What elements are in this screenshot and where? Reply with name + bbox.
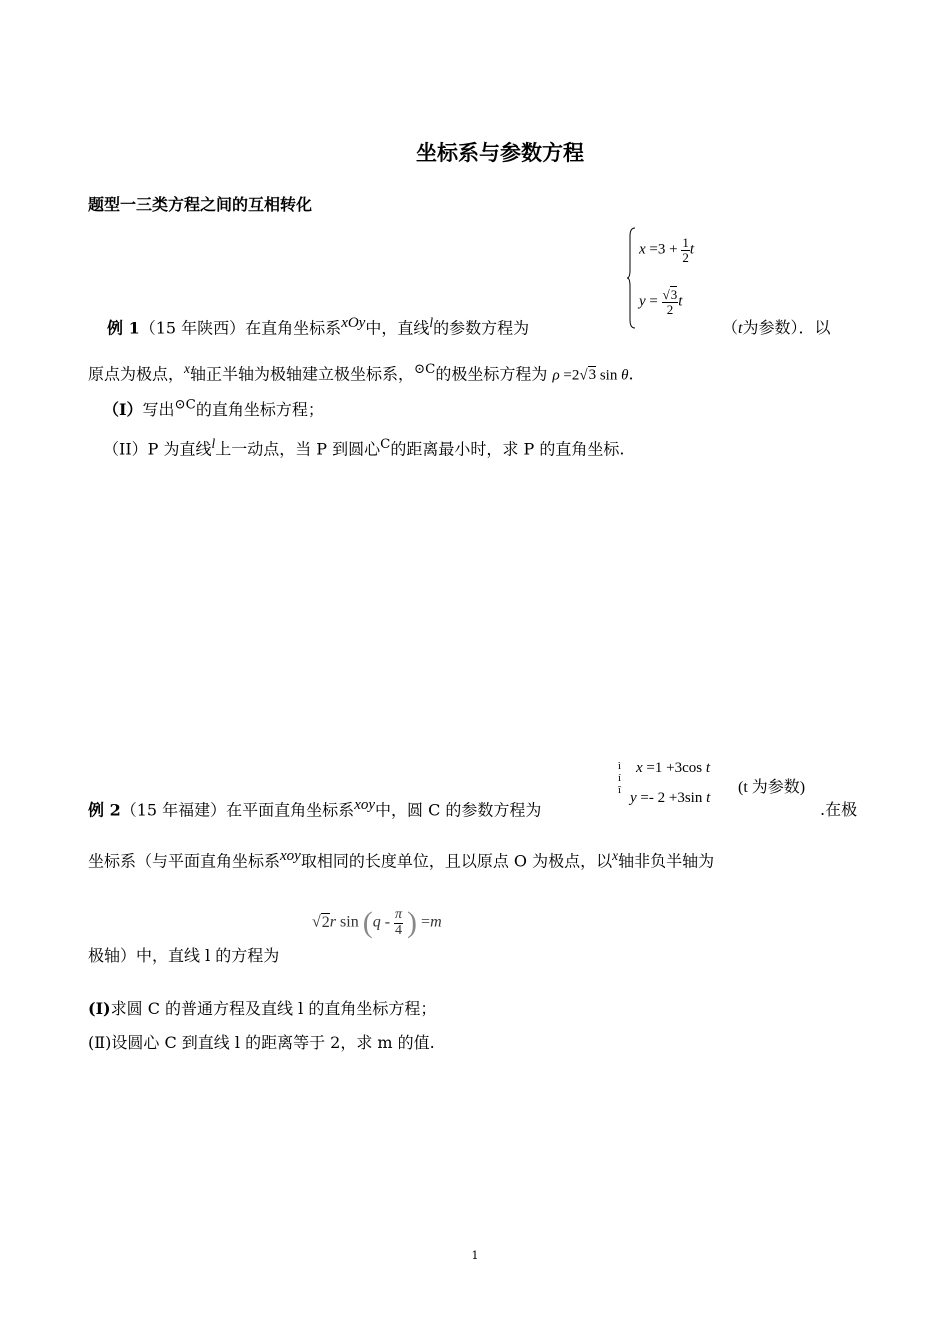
ex2-line3: 极轴）中，直线 l 的方程为 bbox=[88, 946, 280, 965]
ex1-left-brace bbox=[627, 226, 637, 330]
ex1-l: l bbox=[429, 315, 434, 330]
ex2-line2 bbox=[88, 848, 714, 871]
ex2-q2 bbox=[88, 1030, 435, 1053]
ex2-text-b: 中，圆 C 的参数方程为 bbox=[375, 800, 542, 820]
ex1-source: （15 年陕西） bbox=[139, 318, 246, 338]
ex2-q1-label: (Ⅰ) bbox=[88, 999, 111, 1018]
ex2-line1 bbox=[88, 797, 541, 820]
ex1-q2-d: 的距离最小时，求 P 的直角坐标. bbox=[390, 439, 625, 459]
ex1-param-open: （ bbox=[722, 318, 739, 337]
ex1-circle-c: ⊙C bbox=[413, 362, 436, 377]
ex1-q2 bbox=[103, 436, 624, 459]
ex1-period: . bbox=[628, 364, 634, 384]
ex1-q2-a: P 为直线 bbox=[147, 439, 212, 459]
ex2-line2-coord: xoy bbox=[280, 848, 301, 864]
ex1-eq-y: y = $\frac{√3}{2}$ t bbox=[639, 287, 683, 317]
ex1-x: x bbox=[184, 361, 190, 376]
ex2-q2-text: 设圆心 C 到直线 l 的距离等于 2，求 m 的值. bbox=[111, 1033, 435, 1052]
ex1-line2-b: 轴正半轴为极轴建立极坐标系， bbox=[189, 364, 414, 384]
page-number: 1 bbox=[471, 1249, 479, 1262]
ex2-eq-x: x =1 +3cos t bbox=[636, 760, 711, 776]
ex2-line-eq: √2r sin (q - $\frac{\pi}{4}$ ) =m bbox=[312, 906, 442, 939]
ex2-line2-b: 取相同的长度单位，且以原点 O 为极点，以 bbox=[300, 851, 613, 871]
ex2-text-a: 在平面直角坐标系 bbox=[226, 800, 355, 820]
ex1-coord: xOy bbox=[341, 315, 366, 331]
ex2-eq-y: y =- 2 +3sin t bbox=[630, 790, 711, 806]
ex1-q2-c: C bbox=[380, 437, 391, 452]
ex1-q2-b: 上一动点，当 P 到圆心 bbox=[215, 439, 381, 459]
ex1-q1-label: （I） bbox=[103, 400, 143, 419]
ex1-q2-label: （II） bbox=[103, 439, 148, 459]
ex1-param-t: t bbox=[738, 320, 743, 337]
ex1-param-system bbox=[627, 226, 717, 332]
ex1-param-note bbox=[722, 315, 830, 338]
ex2-q2-label: (Ⅱ) bbox=[88, 1033, 112, 1052]
ex1-text-b: 中，直线 bbox=[365, 318, 430, 338]
ex1-text-c: 的参数方程为 bbox=[433, 318, 530, 338]
section-heading: 题型一三类方程之间的互相转化 bbox=[88, 195, 313, 214]
ex1-line2 bbox=[88, 361, 634, 384]
ex1-label: 例 1 bbox=[107, 318, 140, 338]
ex2-source: （15 年福建） bbox=[120, 800, 227, 820]
ex1-line1 bbox=[107, 315, 529, 338]
ex1-q1-a: 写出 bbox=[142, 400, 175, 419]
ex1-q1-circle: ⊙C bbox=[174, 397, 196, 413]
ex2-coord: xoy bbox=[354, 797, 376, 813]
ex2-brace: ì í î bbox=[618, 760, 622, 796]
ex2-line2-a: 坐标系（与平面直角坐标系 bbox=[88, 851, 281, 871]
ex2-line1-end: .在极 bbox=[820, 800, 858, 819]
ex1-q1-b: 的直角坐标方程； bbox=[195, 400, 324, 419]
ex1-q1 bbox=[103, 397, 324, 420]
ex2-q1 bbox=[88, 996, 436, 1019]
ex2-param-note: (t 为参数) bbox=[738, 779, 806, 796]
ex1-eq-x: x =3 + $\frac{1}{2}$ t bbox=[639, 235, 695, 265]
ex2-line2-c: 轴非负半轴为 bbox=[618, 851, 715, 871]
page-title: 坐标系与参数方程 bbox=[416, 141, 584, 165]
ex1-polar-eq: ρ =2√3 sin θ bbox=[552, 367, 629, 384]
ex2-x: x bbox=[612, 848, 619, 863]
ex1-param-end: 为参数）．以 bbox=[742, 318, 831, 337]
ex1-q2-l: l bbox=[211, 436, 216, 451]
ex1-line2-a: 原点为极点， bbox=[88, 364, 185, 384]
ex2-param-system bbox=[618, 758, 828, 808]
ex2-label: 例 2 bbox=[88, 800, 121, 820]
ex1-text-a: 在直角坐标系 bbox=[245, 318, 342, 338]
ex2-q1-text: 求圆 C 的普通方程及直线 l 的直角坐标方程； bbox=[110, 999, 437, 1018]
ex1-line2-c: 的极坐标方程为 bbox=[435, 364, 548, 384]
